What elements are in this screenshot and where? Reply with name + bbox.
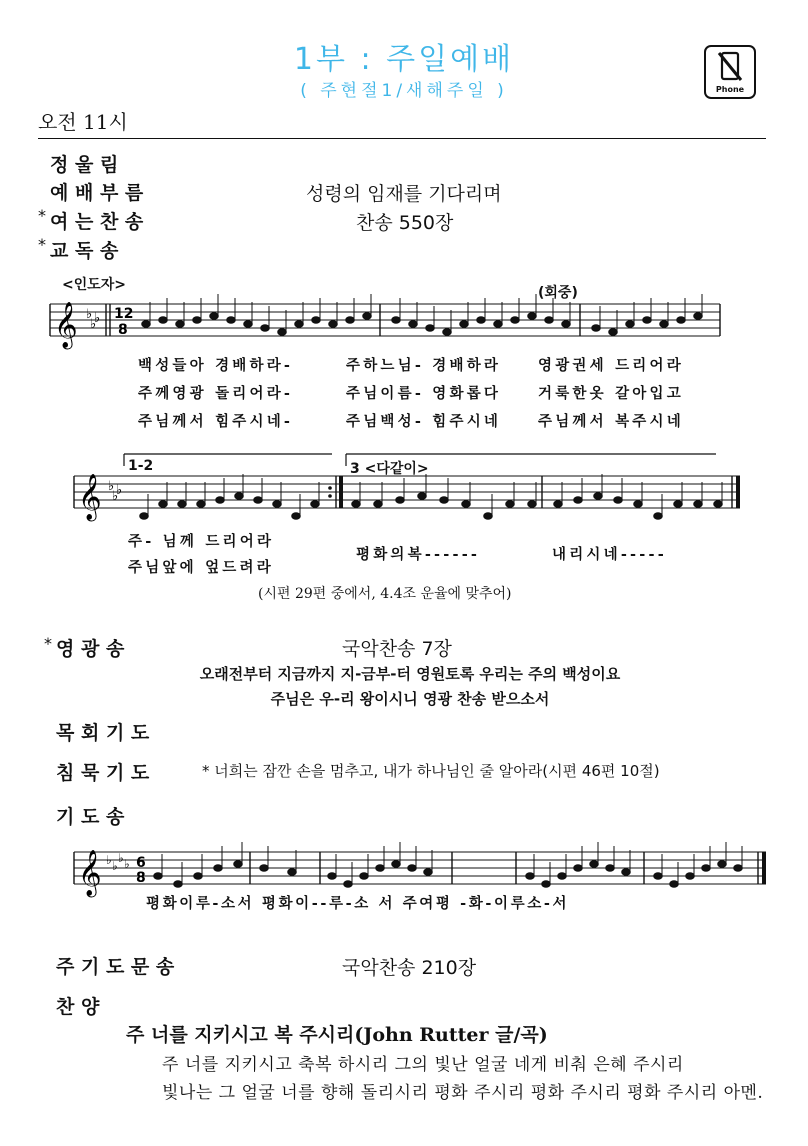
svg-text:♭: ♭ [112,489,119,504]
note-head [278,329,286,335]
item-pastoral-prayer: 목 회 기 도 [56,722,150,744]
note-head [159,317,167,323]
star-mark: * [44,634,52,653]
note-head [462,501,470,507]
note-head [254,497,262,503]
item-lords-prayer-value: 국악찬송 210장 [342,957,477,979]
glory-line-1: 오래전부터 지금까지 지-금부-터 영원토록 우리는 주의 백성이요 [199,665,621,683]
note-head [634,501,642,507]
svg-text:♭: ♭ [116,483,123,498]
lyrics-row3-a: 주님께서 힘주시네- [138,414,294,430]
silent-prayer-note: * 너희는 잠깐 손을 멈추고, 내가 하나님인 줄 알아라(시편 46편 10절) [202,762,660,780]
lyrics-row1-c: 영광권세 드리어라 [538,358,684,374]
note-head [142,321,150,327]
anthem-line-2: 빛나는 그 얼굴 너를 향해 돌리시리 평화 주시리 평화 주시리 평화 주시리 아멘. [162,1083,764,1103]
note-head [734,865,742,871]
note-head [702,865,710,871]
item-gyodok: 교 독 송 [50,240,119,262]
anthem-title: 주 너를 지키시고 복 주시리(John Rutter 글/곡) [126,1024,548,1046]
note-head [670,881,678,887]
note-head [440,497,448,503]
note-head [244,321,252,327]
note-head [329,321,337,327]
note-head [594,493,602,499]
time-sig-bottom: 8 [136,870,146,886]
svg-text:♭: ♭ [106,853,112,867]
note-head [677,317,685,323]
page-title: 1부 : 주일예배 [293,42,515,77]
note-head [328,873,336,879]
note-head [311,501,319,507]
note-head [344,881,352,887]
item-yeoneun: 여 는 찬 송 [50,211,144,233]
note-head [396,497,404,503]
gyodok-source: (시편 29편 중에서, 4.4조 운율에 맞추어) [258,586,512,602]
time-sig-top: 12 [114,306,134,322]
volta-1-2: 1-2 [128,458,154,474]
note-head [140,513,148,519]
note-head [193,317,201,323]
note-head [273,501,281,507]
note-head [443,329,451,335]
service-time: 오전 11시 [38,110,128,134]
item-yeoneun-value: 찬송 550장 [356,212,454,234]
lyrics-row4-a: 주- 님께 드리어라 [128,534,275,550]
item-yebae: 예 배 부 름 [50,182,144,204]
note-head [714,501,722,507]
item-glory-value: 국악찬송 7장 [342,638,452,660]
note-head [554,501,562,507]
note-head [674,501,682,507]
note-head [392,861,400,867]
note-head [686,873,694,879]
note-head [528,313,536,319]
note-head [590,861,598,867]
note-head [643,317,651,323]
note-head [614,497,622,503]
leader-label: <인도자> [62,277,127,293]
gyodok-staff-1 [50,296,730,356]
note-head [288,869,296,875]
note-head [363,313,371,319]
note-head [606,865,614,871]
star-mark: * [38,206,46,225]
note-head [260,865,268,871]
note-head [408,865,416,871]
svg-text:♭: ♭ [86,307,93,322]
note-head [159,501,167,507]
lyrics-row4-c: 내리시네----- [552,547,667,563]
note-head [718,861,726,867]
svg-text:♭: ♭ [90,317,97,332]
note-head [542,881,550,887]
volta-3: 3 <다같이> [350,461,429,477]
note-head [178,501,186,507]
note-head [592,325,600,331]
page-subtitle: ( 주현절1/새해주일 ) [300,81,508,101]
note-head [235,493,243,499]
lyrics-row4-b: 평화의복------ [356,547,481,563]
note-head [574,497,582,503]
note-head [545,317,553,323]
note-head [506,501,514,507]
note-head [694,501,702,507]
svg-text:♭: ♭ [118,851,124,865]
note-head [176,321,184,327]
time-sig-bottom: 8 [118,322,128,338]
lyrics-row3-c: 주님께서 복주시네 [538,414,684,430]
note-head [227,317,235,323]
anthem-line-1: 주 너를 지키시고 축복 하시리 그의 빛난 얼굴 네게 비춰 은혜 주시리 [162,1055,684,1075]
item-yebae-value: 성령의 임재를 기다리며 [306,183,502,205]
svg-text:♭: ♭ [94,311,101,326]
lyrics-row2-c: 거룩한옷 갈아입고 [538,386,684,402]
item-jeongul: 정 울 림 [50,154,119,176]
note-head [312,317,320,323]
note-head [261,325,269,331]
lyrics-row2-a: 주께영광 돌리어라- [138,386,294,402]
note-head [418,493,426,499]
prayer-song-staff [74,840,774,900]
note-head [374,501,382,507]
note-head [392,317,400,323]
note-head [216,497,224,503]
svg-text:𝄞: 𝄞 [54,302,78,348]
note-head [477,317,485,323]
item-glory: 영 광 송 [56,638,125,660]
svg-text:♭: ♭ [112,859,118,873]
lyrics-row1-a: 백성들아 경배하라- [138,358,294,374]
header-divider [38,138,766,139]
lyrics-row3-b: 주님백성- 힘주시네 [346,414,502,430]
note-head [376,865,384,871]
item-lords-prayer: 주 기 도 문 송 [56,956,175,978]
time-sig-top: 6 [136,855,146,871]
note-head [197,501,205,507]
star-mark: * [38,235,46,254]
note-head [295,321,303,327]
note-head [528,501,536,507]
svg-text:𝄞: 𝄞 [78,850,102,896]
item-silent-prayer: 침 묵 기 도 [56,762,150,784]
lyrics-row1-b: 주하느님- 경배하라 [346,358,502,374]
note-head [154,873,162,879]
note-head [622,869,630,875]
note-head [460,321,468,327]
note-head [654,513,662,519]
note-head [292,513,300,519]
note-head [214,865,222,871]
prayer-song-lyrics: 평화이루-소서 평화이--루-소 서 주여평 -화-이루소-서 [146,896,570,912]
note-head [694,313,702,319]
note-head [210,313,218,319]
note-head [494,321,502,327]
lyrics-row2-b: 주님이름- 영화롭다 [346,386,502,402]
glory-line-2: 주님은 우-리 왕이시니 영광 찬송 받으소서 [270,690,550,708]
note-head [511,317,519,323]
note-head [626,321,634,327]
svg-text:𝄞: 𝄞 [78,474,102,520]
item-anthem: 찬 양 [56,996,100,1018]
item-prayer-song: 기 도 송 [56,806,125,828]
note-head [562,321,570,327]
note-head [174,881,182,887]
note-head [558,873,566,879]
note-head [234,861,242,867]
note-head [409,321,417,327]
congregation-label: (회중) [538,285,578,301]
note-head [609,329,617,335]
note-head [360,873,368,879]
note-head [424,869,432,875]
note-head [346,317,354,323]
note-head [194,873,202,879]
note-head [484,513,492,519]
note-head [660,321,668,327]
note-head [352,501,360,507]
note-head [654,873,662,879]
lyrics-row5-a: 주님앞에 엎드려라 [128,560,274,576]
phone-label: Phone [715,85,745,94]
note-head [426,325,434,331]
svg-text:♭: ♭ [108,479,115,494]
note-head [526,873,534,879]
no-phone-icon [704,45,756,99]
note-head [574,865,582,871]
svg-text:♭: ♭ [124,857,130,871]
